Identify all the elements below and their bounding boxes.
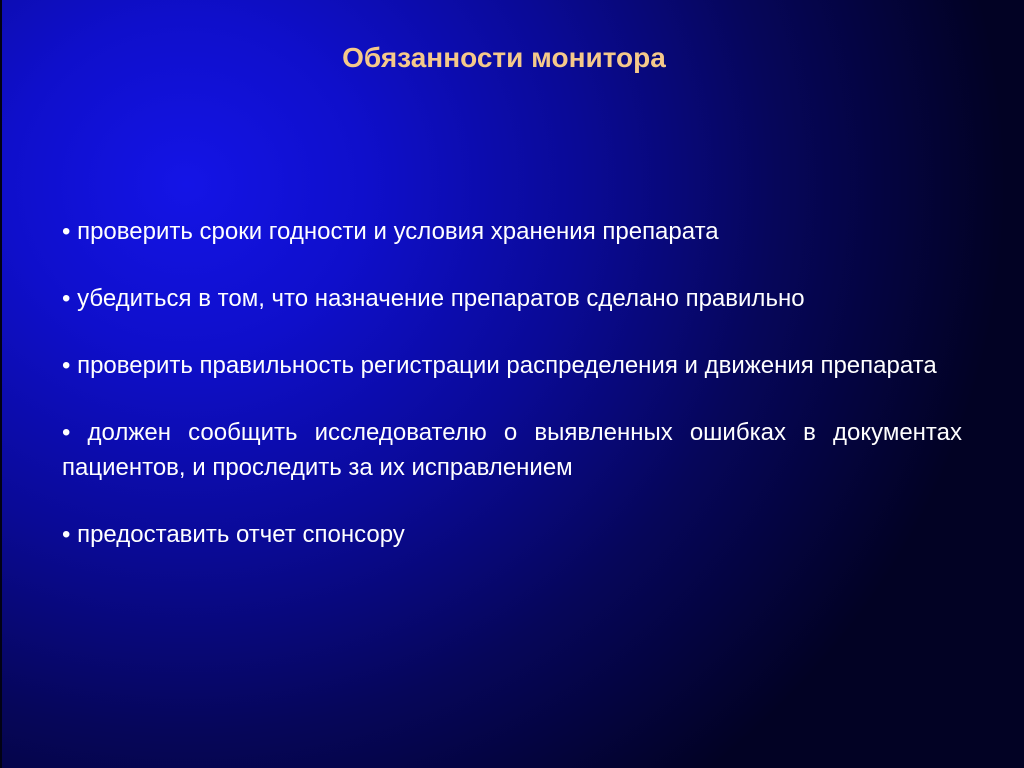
bullet-item xyxy=(62,214,962,249)
bullet-marker: • xyxy=(62,218,78,245)
bullet-item xyxy=(62,415,962,485)
bullet-text: проверить сроки годности и условия хранения препарата xyxy=(77,218,719,245)
bullet-marker: • xyxy=(62,352,78,379)
bullet-item xyxy=(62,517,962,552)
bullet-text: убедиться в том, что назначение препаратов сделано правильно xyxy=(77,285,805,312)
bullet-item xyxy=(62,281,962,316)
bullet-marker: • xyxy=(62,521,78,548)
bullet-text: должен сообщить исследователю о выявленных ошибках в документах пациентов, и проследить за их исправлением xyxy=(62,419,962,481)
bullet-item xyxy=(62,348,962,383)
bullet-text: предоставить отчет спонсору xyxy=(77,521,405,548)
bullet-marker: • xyxy=(62,419,88,446)
slide-title: Обязанности монитора xyxy=(342,42,666,73)
bullet-marker: • xyxy=(62,285,78,312)
bullet-text: проверить правильность регистрации распределения и движения препарата xyxy=(77,352,937,379)
bullet-list xyxy=(62,214,962,552)
